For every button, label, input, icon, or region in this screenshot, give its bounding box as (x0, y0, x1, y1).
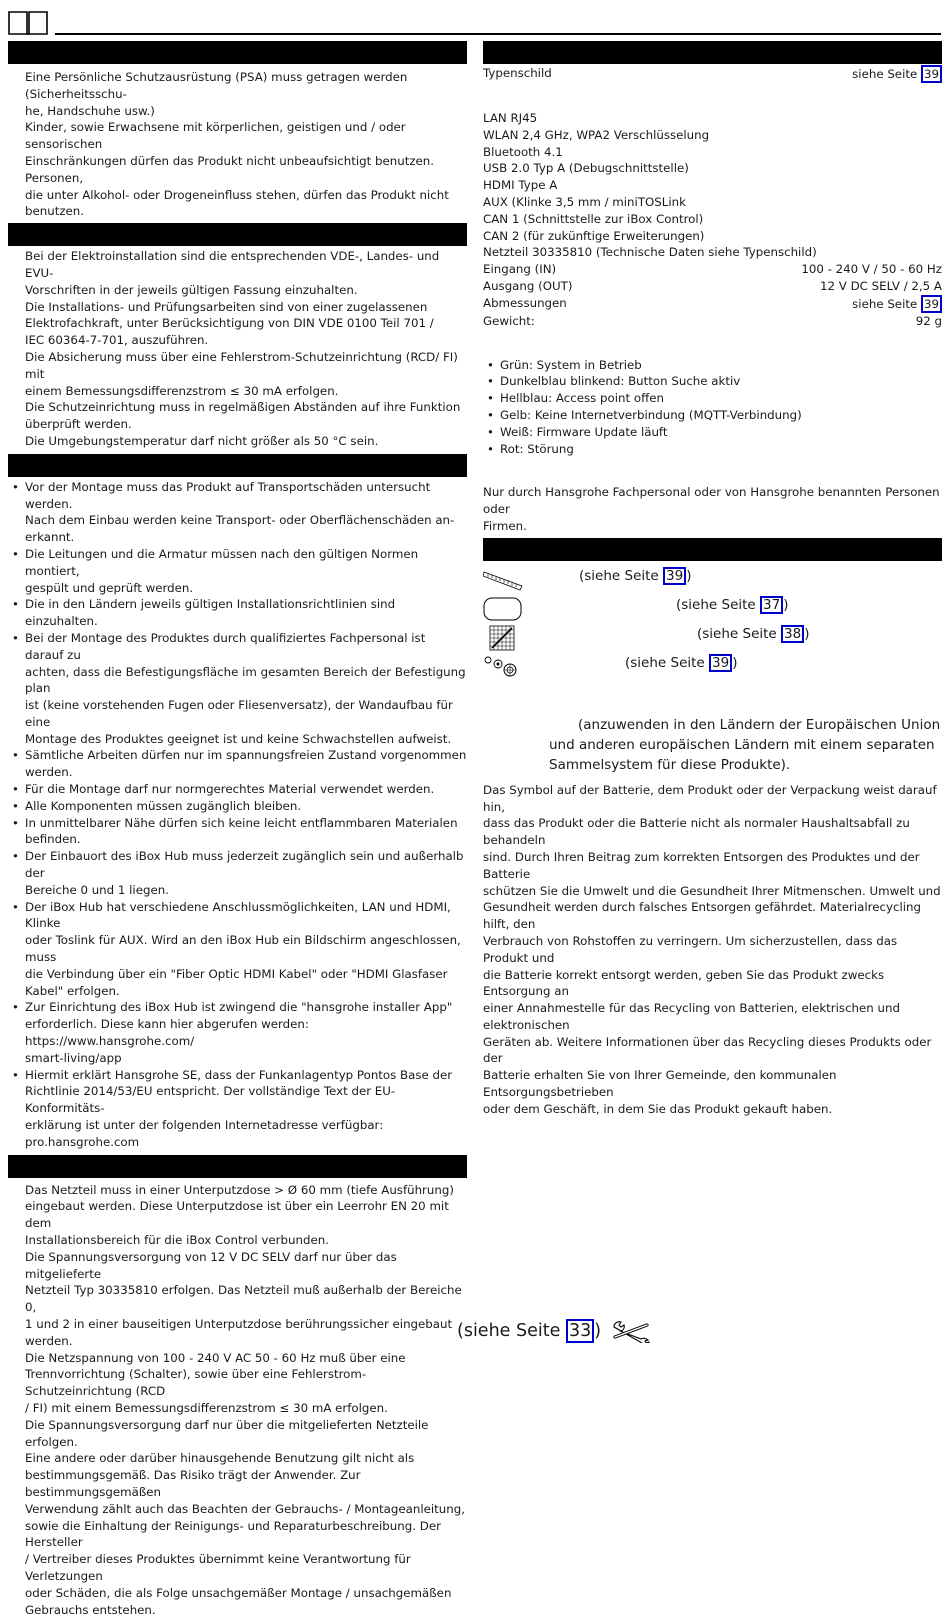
abmessungen-label: Abmessungen (483, 295, 567, 310)
see-page-text: siehe Seite (852, 296, 918, 311)
text-line: Eine andere oder darüber hinausgehende Benutzung gilt nicht als (25, 1451, 415, 1466)
see-page-text: (siehe Seite (579, 567, 659, 584)
ausgang-label: Ausgang (OUT) (483, 278, 573, 293)
text-line: Verbrauch von Rohstoffen zu verringern. Um sicherzustellen, dass das Produkt und (483, 933, 898, 965)
bullet-line: • In unmittelbarer Nähe dürfen sich keine leicht entflammbaren Materialen (25, 815, 458, 830)
electrical-section (8, 248, 467, 450)
text-line: Die Netzspannung von 100 - 240 V AC 50 - 60 Hz muß über eine (25, 1350, 406, 1365)
bullet-item (8, 899, 467, 1000)
accessory-list (483, 565, 942, 681)
eingang-row (483, 261, 942, 278)
text-line: Netzteil 30335810 (Technische Daten siehe Typenschild) (483, 245, 817, 260)
footer-reference (457, 1318, 653, 1344)
bullet-line: erklärung ist unter der folgenden Internetadresse verfügbar: pro.hansgrohe.com (25, 1118, 384, 1149)
text-line: Kinder, sowie Erwachsene mit körperlichen, geistigen und / oder sensorischen (25, 120, 406, 152)
text-line: USB 2.0 Typ A (Debugschnittstelle) (483, 161, 689, 176)
disposal-text (483, 782, 942, 1118)
text-line: benutzen. (25, 204, 85, 219)
bullet-item (8, 848, 467, 898)
text-line: Das Netzteil muss in einer Unterputzdose > Ø 60 mm (tiefe Ausführung) (25, 1182, 454, 1197)
text-line: / FI) mit einem Bemessungsdifferenzstrom ≤ 30 mA erfolgen. (25, 1400, 388, 1415)
safety-section (8, 69, 467, 220)
text-line: Batterie erhalten Sie von Ihrer Gemeinde, den kommunalen Entsorgungsbetrieben (483, 1068, 837, 1100)
bullet-line: • Hiermit erklärt Hansgrohe SE, dass der Funkanlagentyp Pontos Base der (25, 1067, 453, 1082)
page-reference-link[interactable]: 39 (921, 295, 942, 313)
bullet-line: • Zur Einrichtung des iBox Hub ist zwingend die "hansgrohe installer App" (25, 1000, 453, 1015)
page-reference-link[interactable]: 37 (760, 596, 783, 614)
service-text (483, 484, 942, 534)
bullet-item (8, 747, 467, 781)
text-line: Die Installations- und Prüfungsarbeiten sind von einer zugelassenen (25, 299, 428, 314)
bullet-line: befinden. (25, 832, 81, 847)
text-line: einer Annahmestelle für das Recycling von Batterien, elektrischen und elektronischen (483, 1001, 900, 1032)
bullet-line: oder Toslink für AUX. Wird an den iBox Hub ein Bildschirm angeschlossen, muss (25, 933, 461, 965)
text-line: sind. Durch Ihren Beitrag zum korrekten Entsorgen des Produktes und der Batterie (483, 849, 920, 881)
text-line: WLAN 2,4 GHz, WPA2 Verschlüsselung (483, 127, 710, 142)
led-status-item: • Weiß: Firmware Update läuft (483, 424, 942, 441)
text-line: oder Schäden, die als Folge unsachgemäßer Montage / unsachgemäßen (25, 1585, 452, 1600)
text-line: CAN 2 (für zukünftige Erweiterungen) (483, 228, 705, 243)
text-line: Netzteil Typ 30335810 erfolgen. Das Netzteil muß außerhalb der Bereiche 0, (25, 1283, 462, 1315)
text-line: überprüft werden. (25, 417, 132, 432)
text-line: Gebrauchs entstehen. (25, 1602, 156, 1617)
text-line: 1 und 2 in einer bauseitigen Unterputzdose berührungssicher eingebaut werden. (25, 1316, 453, 1348)
text-line: die Batterie korrekt entsorgt werden, geben Sie das Produkt zwecks Entsorgung an (483, 967, 885, 999)
text-line: CAN 1 (Schnittstelle zur iBox Control) (483, 211, 704, 226)
led-status-item: • Dunkelblau blinkend: Button Suche aktiv (483, 373, 942, 390)
bullet-line: • Alle Komponenten müssen zugänglich bleiben. (25, 798, 302, 813)
section-header-bar (8, 1155, 467, 1178)
text-line: Einschränkungen dürfen das Produkt nicht unbeaufsichtigt benutzen. Personen, (25, 153, 435, 185)
see-page-text: siehe Seite (852, 67, 918, 81)
bullet-line: Nach dem Einbau werden keine Transport- oder Oberflächenschäden an- (25, 513, 455, 528)
text-line: Die Spannungsversorgung von 12 V DC SELV darf nur über das mitgelieferte (25, 1249, 397, 1281)
text-line: Die Umgebungstemperatur darf nicht größer als 50 °C sein. (25, 433, 379, 448)
bullet-line: erforderlich. Diese kann hier abgerufen werden: https://www.hansgrohe.com/ (25, 1017, 309, 1049)
led-status-item: • Gelb: Keine Internetverbindung (MQTT-Verbindung) (483, 407, 942, 424)
text-line: Die Spannungsversorgung darf nur über die mitgelieferten Netzteile erfolgen. (25, 1417, 429, 1449)
bullet-line: • Vor der Montage muss das Produkt auf Transportschäden untersucht werden. (25, 479, 431, 511)
section-header-bar (483, 538, 942, 561)
tech-data-list (483, 110, 942, 261)
bullet-item (8, 1067, 467, 1151)
bullet-line: erkannt. (25, 530, 75, 545)
page-reference-link[interactable]: 39 (663, 567, 686, 585)
text-line: einem Bemessungsdifferenzstrom ≤ 30 mA erfolgen. (25, 383, 339, 398)
screws-icon (483, 654, 523, 680)
text-line: Die Absicherung muss über eine Fehlerstrom-Schutzeinrichtung (RCD/ FI) mit (25, 349, 458, 381)
closing-paren: ) (594, 1321, 602, 1341)
section-header-bar (483, 41, 942, 64)
text-line: Geräten ab. Weitere Informationen über das Recycling dieses Produkts oder der (483, 1034, 932, 1066)
ausgang-value: 12 V DC SELV / 2,5 A (820, 278, 942, 293)
bullet-item (8, 815, 467, 849)
bullet-line: • Der Einbauort des iBox Hub muss jederzeit zugänglich sein und außerhalb der (25, 849, 464, 881)
text-line: Firmen. (483, 518, 527, 533)
text-line: Eine Persönliche Schutzausrüstung (PSA) muss getragen werden (Sicherheitsschu- (25, 70, 408, 101)
accessory-row: (siehe Seite 38 ) (483, 623, 942, 652)
text-line: HDMI Type A (483, 178, 558, 193)
page-reference-link[interactable]: 33 (566, 1319, 594, 1343)
text-line: Installationsbereich für die iBox Control verbunden. (25, 1233, 329, 1247)
gewicht-label: Gewicht: (483, 313, 535, 328)
section-header-bar (8, 454, 467, 477)
bullet-line: Kabel" erfolgen. (25, 983, 120, 998)
ruler-icon (483, 567, 523, 591)
see-page-text: (siehe Seite (697, 625, 777, 642)
bullet-line: • Für die Montage darf nur normgerechtes Material verwendet werden. (25, 782, 435, 797)
text-line: Vorschriften in der jeweils gültigen Fassung einzuhalten. (25, 282, 358, 297)
bullet-line: Montage des Produktes geeignet ist und keine Schwachstellen aufweist. (25, 731, 452, 746)
bullet-line: • Bei der Montage des Produktes durch qualifiziertes Fachpersonal ist darauf zu (25, 630, 426, 662)
bullet-line: gespült und geprüft werden. (25, 580, 194, 595)
text-line: Verwendung zählt auch das Beachten der Gebrauchs- / Montageanleitung, (25, 1501, 465, 1516)
rounded-rectangle-icon (483, 596, 523, 622)
eingang-value: 100 - 240 V / 50 - 60 Hz (801, 262, 942, 277)
text-line: eingebaut werden. Diese Unterputzdose ist über ein Leerrohr EN 20 mit dem (25, 1199, 449, 1231)
text-line: he, Handschuhe usw.) (25, 103, 155, 118)
abmessungen-row (483, 295, 942, 313)
typenschild-label: Typenschild (483, 66, 552, 80)
accessory-row: (siehe Seite 39 ) (483, 652, 942, 681)
page-reference-link[interactable]: 38 (781, 625, 804, 643)
text-line: IEC 60364-7-701, auszuführen. (25, 333, 209, 348)
led-status-bullets (483, 357, 942, 458)
bullet-line: Bereiche 0 und 1 liegen. (25, 882, 169, 897)
disposal-heading (483, 715, 942, 775)
typenschild-row (483, 65, 942, 83)
eingang-label: Eingang (IN) (483, 262, 557, 277)
installation-bullets (8, 479, 467, 1151)
right-column (483, 41, 942, 1118)
bullet-line: • Die Leitungen und die Armatur müssen nach den gültigen Normen montiert, (25, 546, 419, 578)
accessory-row: (siehe Seite 37 ) (483, 594, 942, 623)
page-reference-link[interactable]: 39 (921, 65, 942, 83)
bullet-line: smart-living/app (25, 1050, 122, 1065)
power-supply-section (8, 1182, 467, 1618)
book-icon (8, 9, 48, 35)
text-line: Das Symbol auf der Batterie, dem Produkt oder der Verpackung weist darauf hin, (483, 782, 937, 814)
bullet-line: • Die in den Ländern jeweils gültigen Installationsrichtlinien sind einzuhalten. (25, 597, 396, 629)
text-line: Nur durch Hansgrohe Fachpersonal oder von Hansgrohe benannten Personen oder (483, 485, 940, 517)
bullet-item (8, 798, 467, 815)
led-status-item: • Hellblau: Access point offen (483, 390, 942, 407)
disposal-heading-line: und anderen europäischen Ländern mit einem separaten (549, 736, 935, 753)
text-line: Die Schutzeinrichtung muss in regelmäßigen Abständen auf ihre Funktion (25, 400, 461, 415)
bullet-line: • Sämtliche Arbeiten dürfen nur im spannungsfreien Zustand vorgenommen (25, 748, 467, 763)
bullet-item (8, 546, 467, 596)
gewicht-row (483, 313, 942, 330)
accessory-row: (siehe Seite 39 ) (483, 565, 942, 594)
see-page-text: (siehe Seite (457, 1321, 561, 1341)
bullet-item (8, 781, 467, 798)
text-line: Trennvorrichtung (Schalter), sowie über eine Fehlerstrom-Schutzeinrichtung (RCD (25, 1367, 367, 1399)
page-reference-link[interactable]: 39 (709, 654, 732, 672)
ausgang-row (483, 278, 942, 295)
text-line: Bluetooth 4.1 (483, 144, 563, 159)
text-line: Gesundheit werden durch falsches Entsorgen gefährdet. Materialrecycling hilft, den (483, 900, 921, 932)
text-line: / Vertreiber dieses Produktes übernimmt keine Verantwortung für Verletzungen (25, 1552, 411, 1583)
bullet-item (8, 479, 467, 546)
text-line: Bei der Elektroinstallation sind die entsprechenden VDE-, Landes- und EVU- (25, 249, 440, 280)
section-header-bar (8, 41, 467, 64)
text-line: schützen Sie die Umwelt und die Gesundheit Ihrer Mitmenschen. Umwelt und (483, 883, 941, 898)
wrench-icon (611, 1319, 653, 1343)
text-line: oder dem Geschäft, in dem Sie das Produkt gekauft haben. (483, 1101, 833, 1116)
bullet-item (8, 999, 467, 1066)
bullet-line: achten, dass die Befestigungsfläche im gesamten Bereich der Befestigung plan (25, 664, 466, 696)
bullet-line: Richtlinie 2014/53/EU entspricht. Der vollständige Text der EU-Konformitäts- (25, 1084, 396, 1116)
led-status-item: • Rot: Störung (483, 441, 942, 458)
text-line: sowie die Einhaltung der Reinigungs- und Reparaturbeschreibung. Der Hersteller (25, 1518, 441, 1550)
bullet-line: ist (keine vorstehenden Fugen oder Fliesenversatz), der Wandaufbau für eine (25, 698, 453, 729)
disposal-heading-line: (anzuwenden in den Ländern der Europäischen Union (578, 716, 941, 733)
text-line: Elektrofachkraft, unter Berücksichtigung von DIN VDE 0100 Teil 701 / (25, 316, 434, 331)
bullet-item (8, 596, 467, 630)
text-line: dass das Produkt oder die Batterie nicht als normaler Haushaltsabfall zu behandeln (483, 816, 910, 848)
section-header-bar (8, 223, 467, 246)
bullet-line: werden. (25, 765, 73, 780)
see-page-text: (siehe Seite (676, 596, 756, 613)
text-line: AUX (Klinke 3,5 mm / miniTOSLink (483, 194, 686, 209)
left-column (8, 41, 467, 1618)
see-page-text: (siehe Seite (625, 654, 705, 671)
header-rule (55, 33, 941, 35)
bullet-item (8, 630, 467, 748)
gewicht-value: 92 g (915, 313, 942, 328)
disposal-heading-line: Sammelsystem für diese Produkte). (549, 756, 791, 773)
text-line: die unter Alkohol- oder Drogeneinfluss stehen, dürfen das Produkt nicht (25, 187, 449, 202)
grid-diagram-icon (483, 625, 523, 651)
bullet-line: • Der iBox Hub hat verschiedene Anschlussmöglichkeiten, LAN und HDMI, Klinke (25, 899, 451, 931)
text-line: bestimmungsgemäß. Das Risiko trägt der Anwender. Zur bestimmungsgemäßen (25, 1468, 361, 1499)
led-status-item: • Grün: System in Betrieb (483, 357, 942, 374)
bullet-line: die Verbindung über ein "Fiber Optic HDMI Kabel" oder "HDMI Glasfaser (25, 966, 448, 981)
text-line: LAN RJ45 (483, 111, 538, 125)
